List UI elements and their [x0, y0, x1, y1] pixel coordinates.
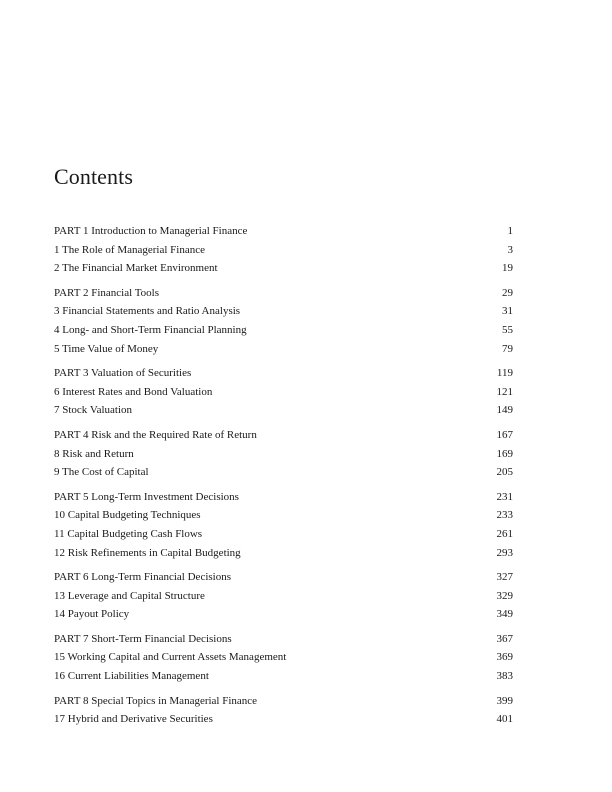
toc-part-block: [54, 568, 513, 624]
toc-chapter-entry: [54, 605, 513, 624]
toc-chapter-entry-page-number: 31: [502, 305, 513, 318]
toc-chapter-entry-title: 8 Risk and Return: [54, 447, 134, 460]
toc-part-block: [54, 692, 513, 729]
toc-chapter-entry-title: 1 The Role of Managerial Finance: [54, 243, 205, 256]
toc-part-entry-title: PART 8 Special Topics in Managerial Finance: [54, 694, 258, 707]
toc-part-entry-page-number: 167: [496, 428, 513, 441]
toc-part-entry-title: PART 1 Introduction to Managerial Finance: [54, 225, 248, 237]
toc-part-entry-title: PART 5 Long-Term Investment Decisions: [54, 490, 239, 503]
toc-chapter-entry-page-number: 329: [496, 589, 513, 602]
toc-part-entry: [54, 284, 513, 303]
toc-chapter-entry-title: 14 Payout Policy: [54, 608, 130, 621]
toc-part-block: [54, 426, 513, 482]
toc-chapter-entry-title: 10 Capital Budgeting Techniques: [54, 509, 201, 522]
toc-chapter-entry-title: 4 Long- and Short-Term Financial Planning: [54, 323, 247, 336]
toc-part-entry: [54, 488, 513, 507]
toc-part-entry: [54, 426, 513, 445]
toc-part-entry: [54, 692, 513, 711]
toc-chapter-entry: [54, 648, 513, 667]
toc-chapter-entry-title: 12 Risk Refinements in Capital Budgeting: [54, 546, 241, 559]
toc-chapter-entry-title: 5 Time Value of Money: [54, 342, 159, 355]
toc-part-entry-page-number: 367: [496, 632, 513, 645]
toc-part-entry-title: PART 6 Long-Term Financial Decisions: [54, 571, 231, 584]
toc-chapter-entry: [54, 302, 513, 321]
toc-chapter-entry: [54, 544, 513, 563]
toc-part-entry: [54, 222, 513, 241]
toc-chapter-entry-page-number: 349: [496, 608, 513, 621]
toc-part-entry: [54, 630, 513, 649]
toc-part-entry: [54, 568, 513, 587]
toc-chapter-entry-page-number: 19: [502, 262, 513, 275]
toc-chapter-entry-title: 7 Stock Valuation: [54, 404, 133, 417]
toc-chapter-entry: [54, 259, 513, 278]
toc-chapter-entry-page-number: 205: [496, 466, 513, 479]
toc-chapter-entry-page-number: 149: [496, 404, 513, 417]
toc-chapter-entry: [54, 241, 513, 260]
toc-chapter-entry: [54, 401, 513, 420]
toc-part-entry-title: PART 3 Valuation of Securities: [54, 367, 192, 380]
toc-part-entry-title: PART 7 Short-Term Financial Decisions: [54, 632, 232, 645]
toc-chapter-entry-page-number: 121: [496, 385, 513, 398]
toc-chapter-entry-title: 17 Hybrid and Derivative Securities: [54, 713, 213, 726]
table-of-contents: [54, 222, 513, 735]
toc-part-entry-title: PART 4 Risk and the Required Rate of Return: [54, 428, 257, 441]
toc-part-entry: [54, 364, 513, 383]
toc-chapter-entry-title: 11 Capital Budgeting Cash Flows: [54, 527, 203, 540]
toc-part-block: [54, 364, 513, 420]
toc-chapter-entry-page-number: 401: [496, 713, 513, 726]
toc-chapter-entry: [54, 463, 513, 482]
toc-chapter-entry-page-number: 55: [502, 323, 513, 336]
toc-chapter-entry-title: 15 Working Capital and Current Assets Management: [54, 651, 287, 664]
toc-chapter-entry-page-number: 369: [496, 651, 513, 664]
toc-chapter-entry: [54, 710, 513, 729]
toc-part-entry-title: PART 2 Financial Tools: [54, 286, 160, 299]
toc-chapter-entry-page-number: 261: [496, 527, 513, 540]
toc-chapter-entry-page-number: 79: [502, 342, 513, 355]
toc-chapter-entry-page-number: 383: [496, 670, 513, 683]
toc-chapter-entry: [54, 667, 513, 686]
toc-chapter-entry: [54, 383, 513, 402]
toc-chapter-entry-title: 2 The Financial Market Environment: [54, 262, 218, 275]
toc-chapter-entry-title: 16 Current Liabilities Management: [54, 670, 209, 683]
toc-chapter-entry-page-number: 169: [496, 447, 513, 460]
toc-part-entry-page-number: 231: [496, 490, 513, 503]
toc-chapter-entry-page-number: 293: [496, 546, 513, 559]
toc-chapter-entry: [54, 340, 513, 359]
toc-chapter-entry-title: 9 The Cost of Capital: [54, 466, 149, 479]
toc-part-entry-page-number: 399: [496, 694, 513, 707]
toc-part-entry-page-number: 327: [496, 571, 513, 584]
toc-part-entry-page-number: 119: [496, 367, 513, 380]
toc-chapter-entry-page-number: 3: [507, 243, 513, 256]
page-title: Contents: [54, 164, 134, 189]
toc-part-block: [54, 630, 513, 686]
toc-chapter-entry-title: 6 Interest Rates and Bond Valuation: [54, 385, 213, 398]
toc-part-block: [54, 222, 513, 278]
toc-chapter-entry-title: 3 Financial Statements and Ratio Analysis: [54, 305, 241, 318]
toc-chapter-entry-title: 13 Leverage and Capital Structure: [54, 589, 205, 602]
toc-part-block: [54, 488, 513, 562]
toc-chapter-entry: [54, 587, 513, 606]
toc-chapter-entry-page-number: 233: [496, 509, 513, 522]
toc-part-entry-page-number: 1: [507, 225, 513, 237]
toc-part-block: [54, 284, 513, 358]
toc-chapter-entry: [54, 445, 513, 464]
toc-chapter-entry: [54, 506, 513, 525]
toc-part-entry-page-number: 29: [502, 286, 513, 299]
toc-chapter-entry: [54, 525, 513, 544]
toc-chapter-entry: [54, 321, 513, 340]
